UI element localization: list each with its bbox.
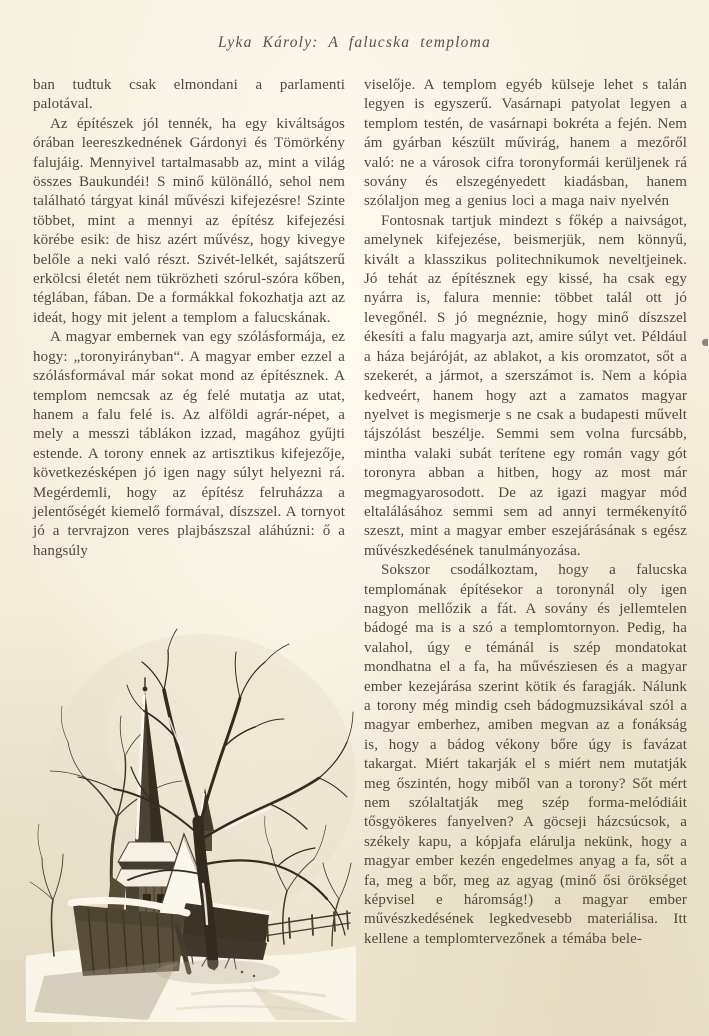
church-illustration (26, 624, 356, 1022)
paragraph: Sokszor csodálkoztam, hogy a falucska templomának építésekor a toronynál oly igen nagyon mellőzik a fát. A sovány és jellemtelen bádogé ma is a szó a templomtornyon. Pedig, ha valahol, úgy e témánál is szép mondatokat mondhatna el a fa, ha művésziesen és a magyar ember kezejárása szerint kötik és faragják. Nálunk a torony még mindig cseh bádogmuzsikával szól a magyar emberhez, amiben megvan az a fonákság is, hogy a bádog vékony bőre úgy is favázat takargat. Miért takarják el s miért nem mutatják meg őszintén, hogy miből van a torony? Sőt mért nem szólaltatják meg szép forma-melódiáit tősgyökeres fanyelven? A göcseji házcsúcsok, a székely kapu, a kópjafa elárulja nekünk, hogy a magyar ember kezén engedelmes anyag a fa, sőt a fa, meg a bőr, meg az agyag (minő ősi örökséget képvisel e háromság!) a magyar ember művészkedésének legkedvesebb materiálisa. Itt kellene a templomtervezőnek a témába bele- (364, 562, 687, 947)
paragraph: A magyar embernek van egy szólásformája, ez hogy: „toronyirányban“. A magyar ember ezzel a szólásformával már sokat mond az építésznek. A templom nemcsak az ég felé mutatja az utat, hanem a falu felé is. Az alföldi agrár-népet, a mely a messzi táblákon izzad, magához gyűjti estende. A torony ennek az artisztikus kifejezője, következésképen jó igen nagy súlyt helyezni rá. Megérdemli, hogy az építész felruházza a jelentőségét kiemelő formával, díszszel. A tornyot jó a tervrajzon veres plajbászszal aláhúzni: ő a hangsúly (33, 329, 345, 559)
text-column-left (33, 76, 345, 561)
paragraph: Az építészek jól tennék, ha egy kiváltságos órában leereszkednének Gárdonyi és Tömörkény falujáig. Mennyivel tartalmasabb az, mint a világ összes Baukundéi! S minő különálló, sehol nem található tárgyat kinál művészi kifejezésre! Szinte többet, mint a mennyi az építész kifejezési körébe esik: de hisz azért művész, hogy kivegye belőle a neki való részt. Szivét-lelkét, sajátszerű erkölcsi életét nem tükrözheti szórul-szóra kőben, téglában, fában. De a formákkal fokozhatja azt az ideát, hogy mit jelent a templom a falucskának. (33, 115, 345, 326)
paragraph-continuation: viselője. A templom egyéb külseje lehet s talán legyen is egyszerű. Vasárnapi patyolat legyen a templom testén, de vasárnapi bokréta a fején. Nem ám gyárban készült művirág, hanem a mezőről való: ne a városok cifra toronyformái kerüljenek rá sovány és elszegényedett kiadásban, hanem szólaljon meg a genius loci a maga naiv nyelvén (364, 77, 687, 210)
page-edge-mark (702, 339, 708, 346)
bush-left-shape (30, 824, 63, 956)
running-header: Lyka Károly: A falucska temploma (218, 34, 491, 51)
rail-fence-shape (262, 911, 350, 941)
paragraph: Fontosnak tartjuk mindezt s főkép a naivságot, amelynek kifejezése, beismerjük, nem könnyű, kivált a klasszikus politechnikumok neveltjeinek. Jó tehát az építésznek egy kissé, ha csak egy nyárra is, falura mennie: többet talál ott jó levegőnél. S jó megnéznie, hogy minő díszszel ékesíti a falu magyarja azt, amire súlyt vet. Például a háza bejáróját, az ablakot, a kis oromzatot, sőt a szekerét, a jármot, a szerszámot is. Nem a kópia kedveért, hanem hogy azt a zamatos magyar nyelvet is megismerje s ne csak a budapesti művelt tájszólást beszélje. Semmi sem volna furcsább, mintha valaki subát terítene egy román vagy gót toronyra abban a hitben, hogy az most már megmagyarosodott. De az igazi magyar mód eltalálásához semmi sem ad annyi termékenyítő szeszt, mint a magyar ember eszejárásának s egész művészkedésének tanulmányozása. (364, 212, 687, 559)
text-column-right (364, 76, 687, 949)
paragraph-continuation: ban tudtuk csak elmondani a parlamenti palotával. (33, 77, 345, 113)
